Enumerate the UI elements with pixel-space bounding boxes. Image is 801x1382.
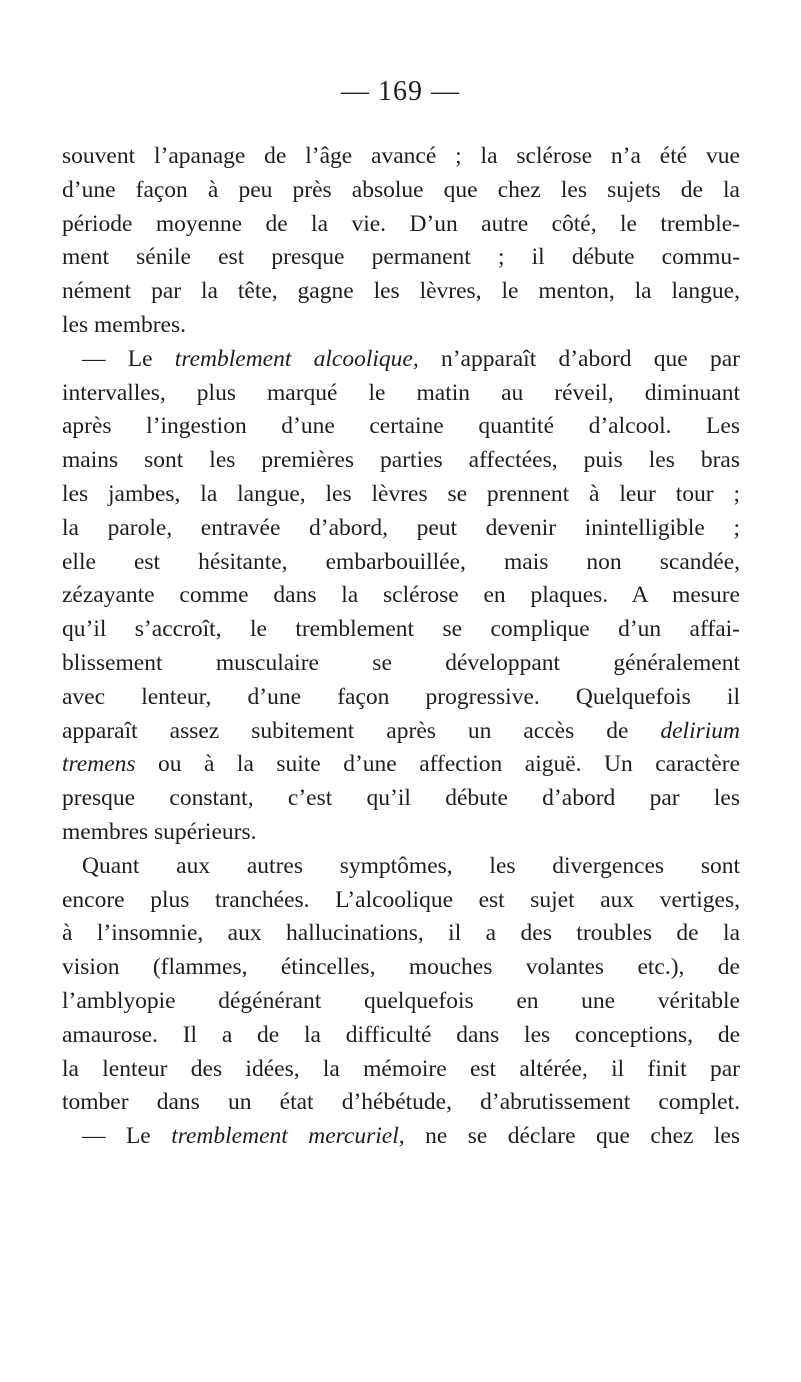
line-text: apparaît assez subitement après un accès de — [62, 717, 661, 744]
text-line — [62, 343, 740, 377]
text-line — [62, 140, 740, 174]
text-line — [62, 884, 740, 918]
line-text: la lenteur des idées, la mémoire est altérée, il finit par — [62, 1055, 740, 1082]
text-line — [62, 309, 740, 343]
text-line — [62, 985, 740, 1019]
text-line — [62, 174, 740, 208]
text-line — [62, 410, 740, 444]
line-text: amaurose. Il a de la difficulté dans les conceptions, de — [62, 1021, 740, 1048]
text-line — [62, 275, 740, 309]
text-line — [62, 1019, 740, 1053]
line-text: la parole, entravée d’abord, peut devenir inintelligible ; — [62, 514, 740, 541]
line-text: Quant aux autres symptômes, les divergences sont — [82, 852, 740, 879]
text-line — [62, 1086, 740, 1120]
italic-term: tremblement alcoolique, — [174, 345, 419, 372]
text-line — [62, 917, 740, 951]
line-text: tomber dans un état d’hébétude, d’abrutissement complet. — [62, 1089, 740, 1116]
line-text: après l’ingestion d’une certaine quantité d’alcool. Les — [62, 413, 740, 440]
text-line — [62, 208, 740, 242]
line-text: elle est hésitante, embarbouillée, mais non scandée, — [62, 548, 740, 575]
page-number: — 169 — — [341, 76, 460, 107]
line-text: encore plus tranchées. L’alcoolique est sujet aux vertiges, — [62, 886, 740, 913]
text-line — [62, 681, 740, 715]
text-line — [62, 816, 740, 850]
line-text: qu’il s’accroît, le tremblement se complique d’un affai- — [62, 616, 740, 643]
line-text: nément par la tête, gagne les lèvres, le menton, la langue, — [62, 278, 740, 305]
text-line — [62, 647, 740, 681]
line-text: blissement musculaire se développant généralement — [62, 649, 740, 676]
text-line — [62, 512, 740, 546]
text-line — [62, 546, 740, 580]
line-text: — Le — [82, 345, 175, 372]
text-line — [62, 748, 740, 782]
line-text: à l’insomnie, aux hallucinations, il a des troubles de la — [62, 920, 740, 947]
line-text: membres supérieurs. — [62, 818, 257, 845]
line-text: intervalles, plus marqué le matin au réveil, diminuant — [62, 379, 740, 406]
text-line — [62, 1120, 740, 1154]
line-text: ou à la suite d’une affection aiguë. Un caractère — [135, 751, 740, 778]
line-text: les membres. — [62, 311, 186, 338]
line-text: d’une façon à peu près absolue que chez les sujets de la — [62, 176, 740, 203]
text-line — [62, 579, 740, 613]
text-line — [62, 444, 740, 478]
line-text: zézayante comme dans la sclérose en plaques. A mesure — [62, 582, 740, 609]
italic-term: tremblement mercuriel, — [171, 1123, 405, 1150]
line-text: mains sont les premières parties affectées, puis les bras — [62, 447, 740, 474]
line-text: avec lenteur, d’une façon progressive. Quelquefois il — [62, 683, 740, 710]
line-text: souvent l’apanage de l’âge avancé ; la sclérose n’a été vue — [62, 143, 740, 169]
line-text: — Le — [82, 1123, 172, 1150]
text-line — [62, 850, 740, 884]
line-text: période moyenne de la vie. D’un autre côté, le tremble- — [62, 210, 740, 237]
text-line — [62, 478, 740, 512]
line-text: presque constant, c’est qu’il débute d’abord par les — [62, 785, 740, 812]
line-text: n’apparaît d’abord que par — [418, 345, 740, 372]
text-line — [62, 377, 740, 411]
italic-term: delirium — [660, 717, 740, 744]
body-text — [62, 140, 740, 1154]
text-line — [62, 715, 740, 749]
text-line — [62, 951, 740, 985]
line-text: l’amblyopie dégénérant quelquefois en une véritable — [62, 987, 740, 1014]
text-line — [62, 613, 740, 647]
line-text: ment sénile est presque permanent ; il débute commu- — [62, 244, 740, 271]
text-line — [62, 241, 740, 275]
line-text: les jambes, la langue, les lèvres se prennent à leur tour ; — [62, 480, 740, 507]
text-line — [62, 1053, 740, 1087]
line-text: vision (flammes, étincelles, mouches volantes etc.), de — [62, 954, 740, 981]
italic-term: tremens — [62, 751, 136, 778]
text-line — [62, 782, 740, 816]
line-text: ne se déclare que chez les — [404, 1123, 740, 1150]
